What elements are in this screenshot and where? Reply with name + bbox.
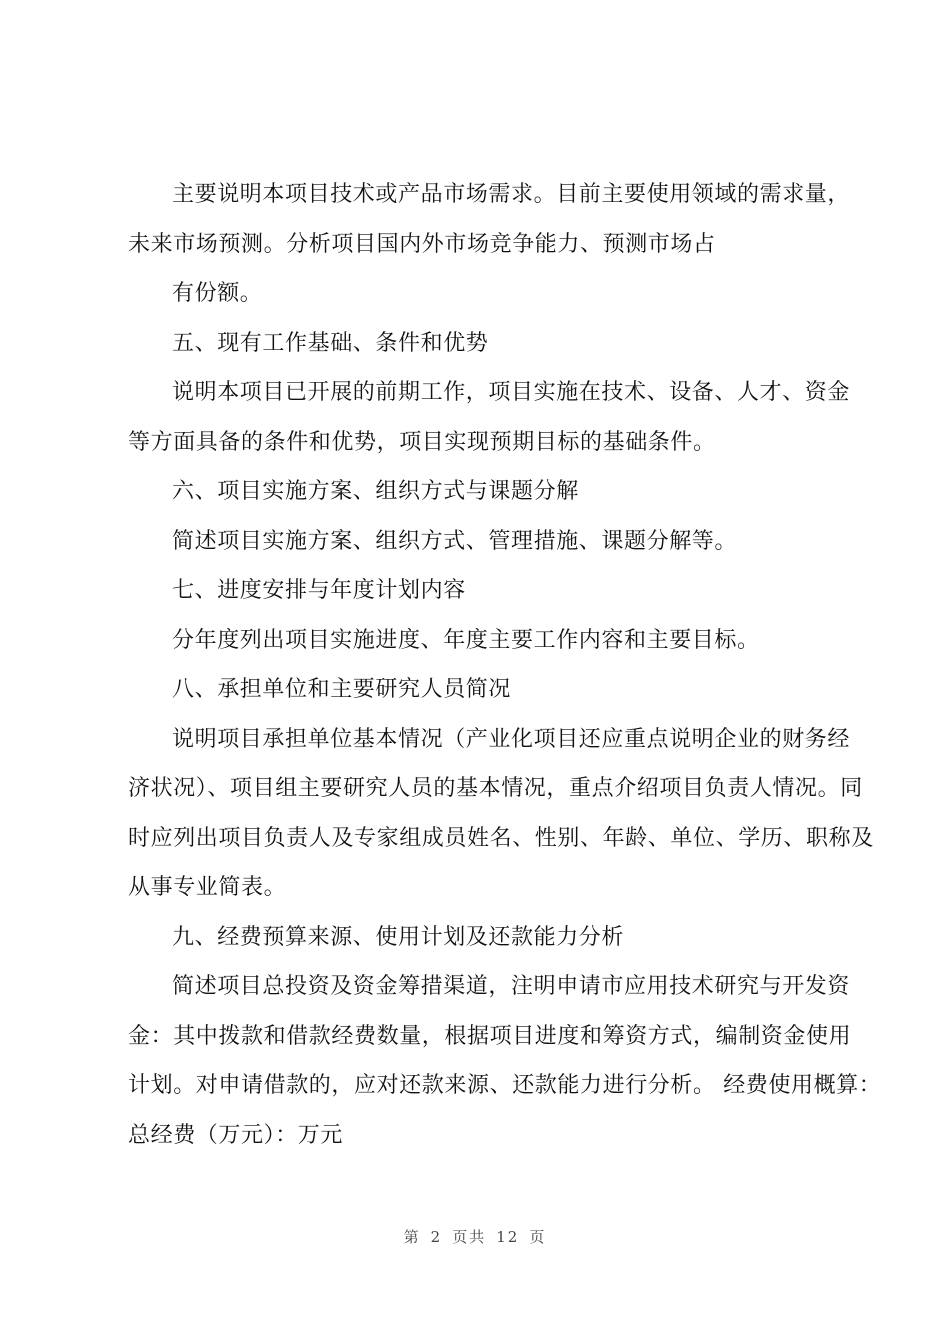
paragraph-line: 说明项目承担单位基本情况（产业化项目还应重点说明企业的财务经 [172,726,851,752]
footer-page-number: 2 [430,1228,443,1246]
page-footer [0,1226,950,1247]
paragraph-line: 说明本项目已开展的前期工作，项目实施在技术、设备、人才、资金 [172,380,851,405]
paragraph-line: 从事专业简表。 [128,875,287,900]
section-heading: 七、进度安排与年度计划内容 [172,578,466,603]
section-heading: 五、现有工作基础、条件和优势 [172,330,489,356]
section-heading: 九、经费预算来源、使用计划及还款能力分析 [172,924,625,950]
footer-suffix: 页 [529,1228,547,1246]
section-heading: 八、承担单位和主要研究人员简况 [172,677,512,702]
footer-middle: 页共 [452,1228,487,1246]
paragraph-line: 金：其中拨款和借款经费数量，根据项目进度和筹资方式，编制资金使用 [128,1023,852,1049]
paragraph-line: 分年度列出项目实施进度、年度主要工作内容和主要目标。 [172,627,760,653]
footer-prefix: 第 [403,1228,421,1246]
paragraph-line: 济状况）、项目组主要研究人员的基本情况，重点介绍项目负责人情况。同 [128,776,863,801]
document-body [128,170,882,1160]
paragraph-line: 有份额。 [172,281,263,306]
paragraph-line: 总经费（万元）：万元 [128,1122,344,1148]
paragraph-line: 计划。对申请借款的，应对还款来源、还款能力进行分析。 经费使用概算： [128,1073,882,1098]
paragraph-line: 简述项目总投资及资金筹措渠道，注明申请市应用技术研究与开发资 [172,974,851,999]
section-heading: 六、项目实施方案、组织方式与课题分解 [172,479,579,504]
paragraph-line: 未来市场预测。分析项目国内外市场竞争能力、预测市场占 [128,231,716,257]
paragraph-line: 主要说明本项目技术或产品市场需求。目前主要使用领域的需求量， [172,182,851,207]
footer-total-pages: 12 [496,1228,520,1246]
paragraph-line: 简述项目实施方案、组织方式、管理措施、课题分解等。 [172,528,738,554]
paragraph-line: 等方面具备的条件和优势，项目实现预期目标的基础条件。 [128,429,716,455]
paragraph-line: 时应列出项目负责人及专家组成员姓名、性别、年龄、单位、学历、职称及 [128,825,874,851]
